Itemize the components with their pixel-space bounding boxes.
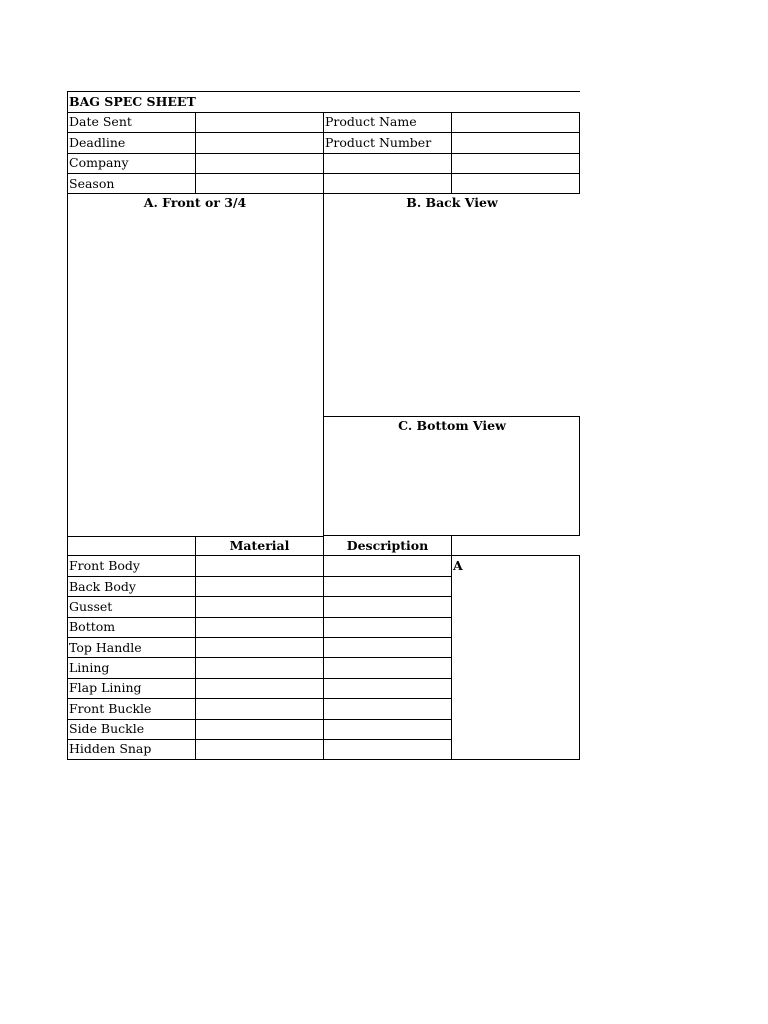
component-row-label: Front Body — [69, 558, 140, 573]
deadline-cell[interactable] — [196, 133, 323, 153]
date-sent-label: Date Sent — [69, 114, 132, 129]
component-row-label: Gusset — [69, 599, 113, 614]
component-row-label: Lining — [69, 660, 110, 675]
company-cell[interactable] — [196, 154, 323, 173]
product-number-label: Product Number — [325, 135, 432, 150]
bag-spec-sheet — [67, 91, 580, 760]
product-name-label: Product Name — [325, 114, 417, 129]
component-row-label: Top Handle — [69, 640, 142, 655]
callout-label: A — [453, 558, 463, 573]
date-sent-cell[interactable] — [196, 113, 323, 132]
rule — [323, 112, 324, 536]
component-row-label: Side Buckle — [69, 721, 145, 736]
back-view-heading: B. Back View — [406, 195, 498, 210]
product-name-cell[interactable] — [452, 113, 579, 132]
component-row-label: Hidden Snap — [69, 741, 152, 756]
component-row-label: Front Buckle — [69, 701, 152, 716]
rule-right — [579, 555, 580, 760]
front-view-heading: A. Front or 3/4 — [143, 195, 247, 210]
rule — [451, 536, 452, 760]
rule — [67, 617, 451, 618]
rule-left — [67, 91, 68, 760]
rule — [195, 536, 196, 760]
rule-right — [579, 112, 580, 194]
material-column-header: Material — [229, 538, 290, 553]
product-number-cell[interactable] — [452, 133, 579, 153]
company-label: Company — [69, 155, 129, 170]
season-label: Season — [69, 176, 115, 191]
deadline-label: Deadline — [69, 135, 126, 150]
description-column-header: Description — [346, 538, 429, 553]
component-row-label: Bottom — [69, 619, 116, 634]
sheet-title: BAG SPEC SHEET — [69, 94, 196, 109]
component-row-label: Back Body — [69, 579, 136, 594]
bottom-view-heading: C. Bottom View — [398, 418, 506, 433]
season-cell[interactable] — [196, 174, 323, 193]
rule — [323, 536, 324, 760]
component-row-label: Flap Lining — [69, 680, 142, 695]
